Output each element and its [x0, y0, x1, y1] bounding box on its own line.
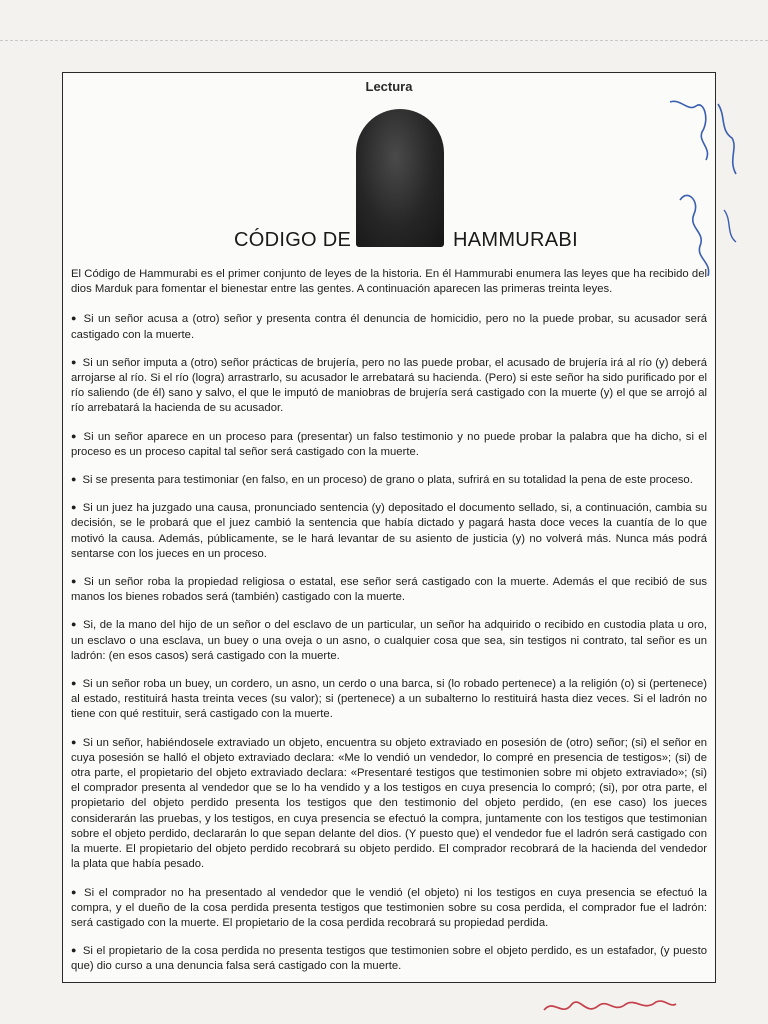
- law-text: Si un señor roba la propiedad religiosa o estatal, ese señor será castigado con la muerte. Además el que recibió de sus manos los bienes robados será (también) castigado con la muerte.: [71, 576, 707, 604]
- scan-edge-line: [0, 40, 768, 41]
- law-text: Si un señor aparece en un proceso para (presentar) un falso testimonio y no puede probar la palabra que ha dicho, si el proceso es un proceso capital tal señor será castigado con la muerte.: [71, 430, 707, 458]
- title-left: CÓDIGO DE: [234, 229, 352, 251]
- law-item: [71, 500, 707, 562]
- law-text: Si se presenta para testimoniar (en falso, en un proceso) de grano o plata, sufrirá en su totalidad la pena de este proceso.: [82, 474, 693, 487]
- stele-image: [356, 109, 444, 247]
- bullet-icon: ●: [71, 619, 77, 630]
- law-item: [71, 311, 707, 342]
- law-text: Si un señor acusa a (otro) señor y presenta contra él denuncia de homicidio, pero no la puede probar, su acusador será castigado con la muerte.: [71, 313, 707, 341]
- bullet-icon: ●: [71, 576, 78, 587]
- handwritten-annotation-blue: [640, 90, 760, 280]
- title-right: HAMMURABI: [453, 229, 578, 251]
- intro-paragraph: El Código de Hammurabi es el primer conjunto de leyes de la historia. En él Hammurabi enumera las leyes que ha recibido del dios Marduk para fomentar el bienestar entre las gentes. A continuación aparecen las primeras treinta leyes.: [71, 268, 707, 296]
- document-frame: [62, 72, 716, 983]
- law-text: Si un señor roba un buey, un cordero, un asno, un cerdo o una barca, si (lo robado pertenece) a la religión (o) si (pertenece) al estado, restituirá hasta treinta veces (su valor); si (pertenece) a un subalterno lo restituirá hasta diez veces. Si el ladrón no tiene con qué restituir, será castigado con la muerte.: [71, 678, 707, 721]
- law-text: Si un señor, habiéndosele extraviado un objeto, encuentra su objeto extraviado en posesión de (otro) señor; (si) el señor en cuya posesión se halló el objeto extraviado declara: «Me lo vendió un vendedor, lo compré en presencia de testigos»; (si) de otra parte, el propietario del objeto extraviado declara: «Presentaré testigos que testimonien sobre mi objeto extraviado»; (si) el comprador presenta al vendedor que se lo ha vendido y a los testigos en cuya presencia lo compró; (si), por otra parte, el propietario del objeto perdido presenta los testigos que den testimonio del objeto perdido, (en ese caso) los jueces considerarán las pruebas, y los testigos, en cuya presencia se efectuó la compra, juntamente con los testigos que testimonian sobre el objeto perdido, declararán lo que sepan delante del dios. (Y puesto que) el vendedor fue el ladrón será castigado con la muerte. El propietario del objeto perdido recobrará su objeto perdido. El comprador recobrará de la hacienda del vendedor la plata que había pesado.: [71, 736, 708, 871]
- section-label: Lectura: [365, 79, 413, 94]
- law-item: [71, 472, 707, 488]
- law-text: Si un juez ha juzgado una causa, pronunciado sentencia (y) depositado el documento sellado, si, a continuación, cambia su decisión, se le probará que el juez cambió la sentencia que había dictado y pagará hasta doce veces la cuantía de lo que motivó la causa. Además, públicamente, se le hará levantar de su asiento de justicia (y) no volverá más. Nunca más podrá sentarse con los jueces en un proceso.: [71, 502, 707, 560]
- document-body: [71, 267, 707, 987]
- law-item: [71, 735, 707, 873]
- bullet-icon: ●: [71, 678, 77, 689]
- law-text: Si un señor imputa a (otro) señor prácticas de brujería, pero no las puede probar, el acusado de brujería irá al río (y) deberá arrojarse al río. Si el río (logra) arrastrarlo, su acusador le arrebatará su hacienda. (Pero) si este señor ha sido purificado por el río saliendo (de él) sano y salvo, el que le imputó de maniobras de brujería será castigado con la muerte (y) el que se arrojó al río arrebatará la hacienda de su acusador.: [71, 356, 707, 415]
- bullet-icon: ●: [71, 502, 77, 513]
- bullet-icon: ●: [71, 313, 78, 324]
- bullet-icon: ●: [71, 945, 77, 956]
- law-item: [71, 885, 707, 932]
- law-item: [71, 429, 707, 460]
- handwritten-annotation-red: [540, 992, 680, 1022]
- law-text: Si el comprador no ha presentado al vendedor que le vendió (el objeto) ni los testigos en cuya presencia se efectuó la compra, y el dueño de la cosa perdida presenta testigos que testimonien sobre su cosa perdida, el comprador fue el ladrón: será castigado con la muerte. El propietario de la cosa perdida recobrará su propiedad perdida.: [71, 886, 707, 929]
- law-item: [71, 617, 707, 664]
- bullet-icon: ●: [71, 736, 77, 747]
- law-item: [71, 574, 707, 605]
- bullet-icon: ●: [71, 886, 79, 897]
- law-text: Si el propietario de la cosa perdida no presenta testigos que testimonien sobre el objeto perdido, es un estafador, (y puesto que) dio curso a una denuncia falsa será castigado con la muerte.: [71, 945, 707, 973]
- law-item: [71, 676, 707, 723]
- bullet-icon: ●: [71, 356, 77, 367]
- law-item: [71, 355, 707, 417]
- bullet-icon: ●: [71, 474, 77, 485]
- bullet-icon: ●: [71, 430, 78, 441]
- law-text: Si, de la mano del hijo de un señor o del esclavo de un particular, un señor ha adquirido o recibido en custodia plata u oro, un esclavo o una esclava, un buey o una oveja o un asno, o cualquier cosa que sea, sin testigos ni contrato, tal señor es un ladrón: (en esos casos) será castigado con la muerte.: [71, 619, 708, 662]
- law-item: [71, 943, 707, 974]
